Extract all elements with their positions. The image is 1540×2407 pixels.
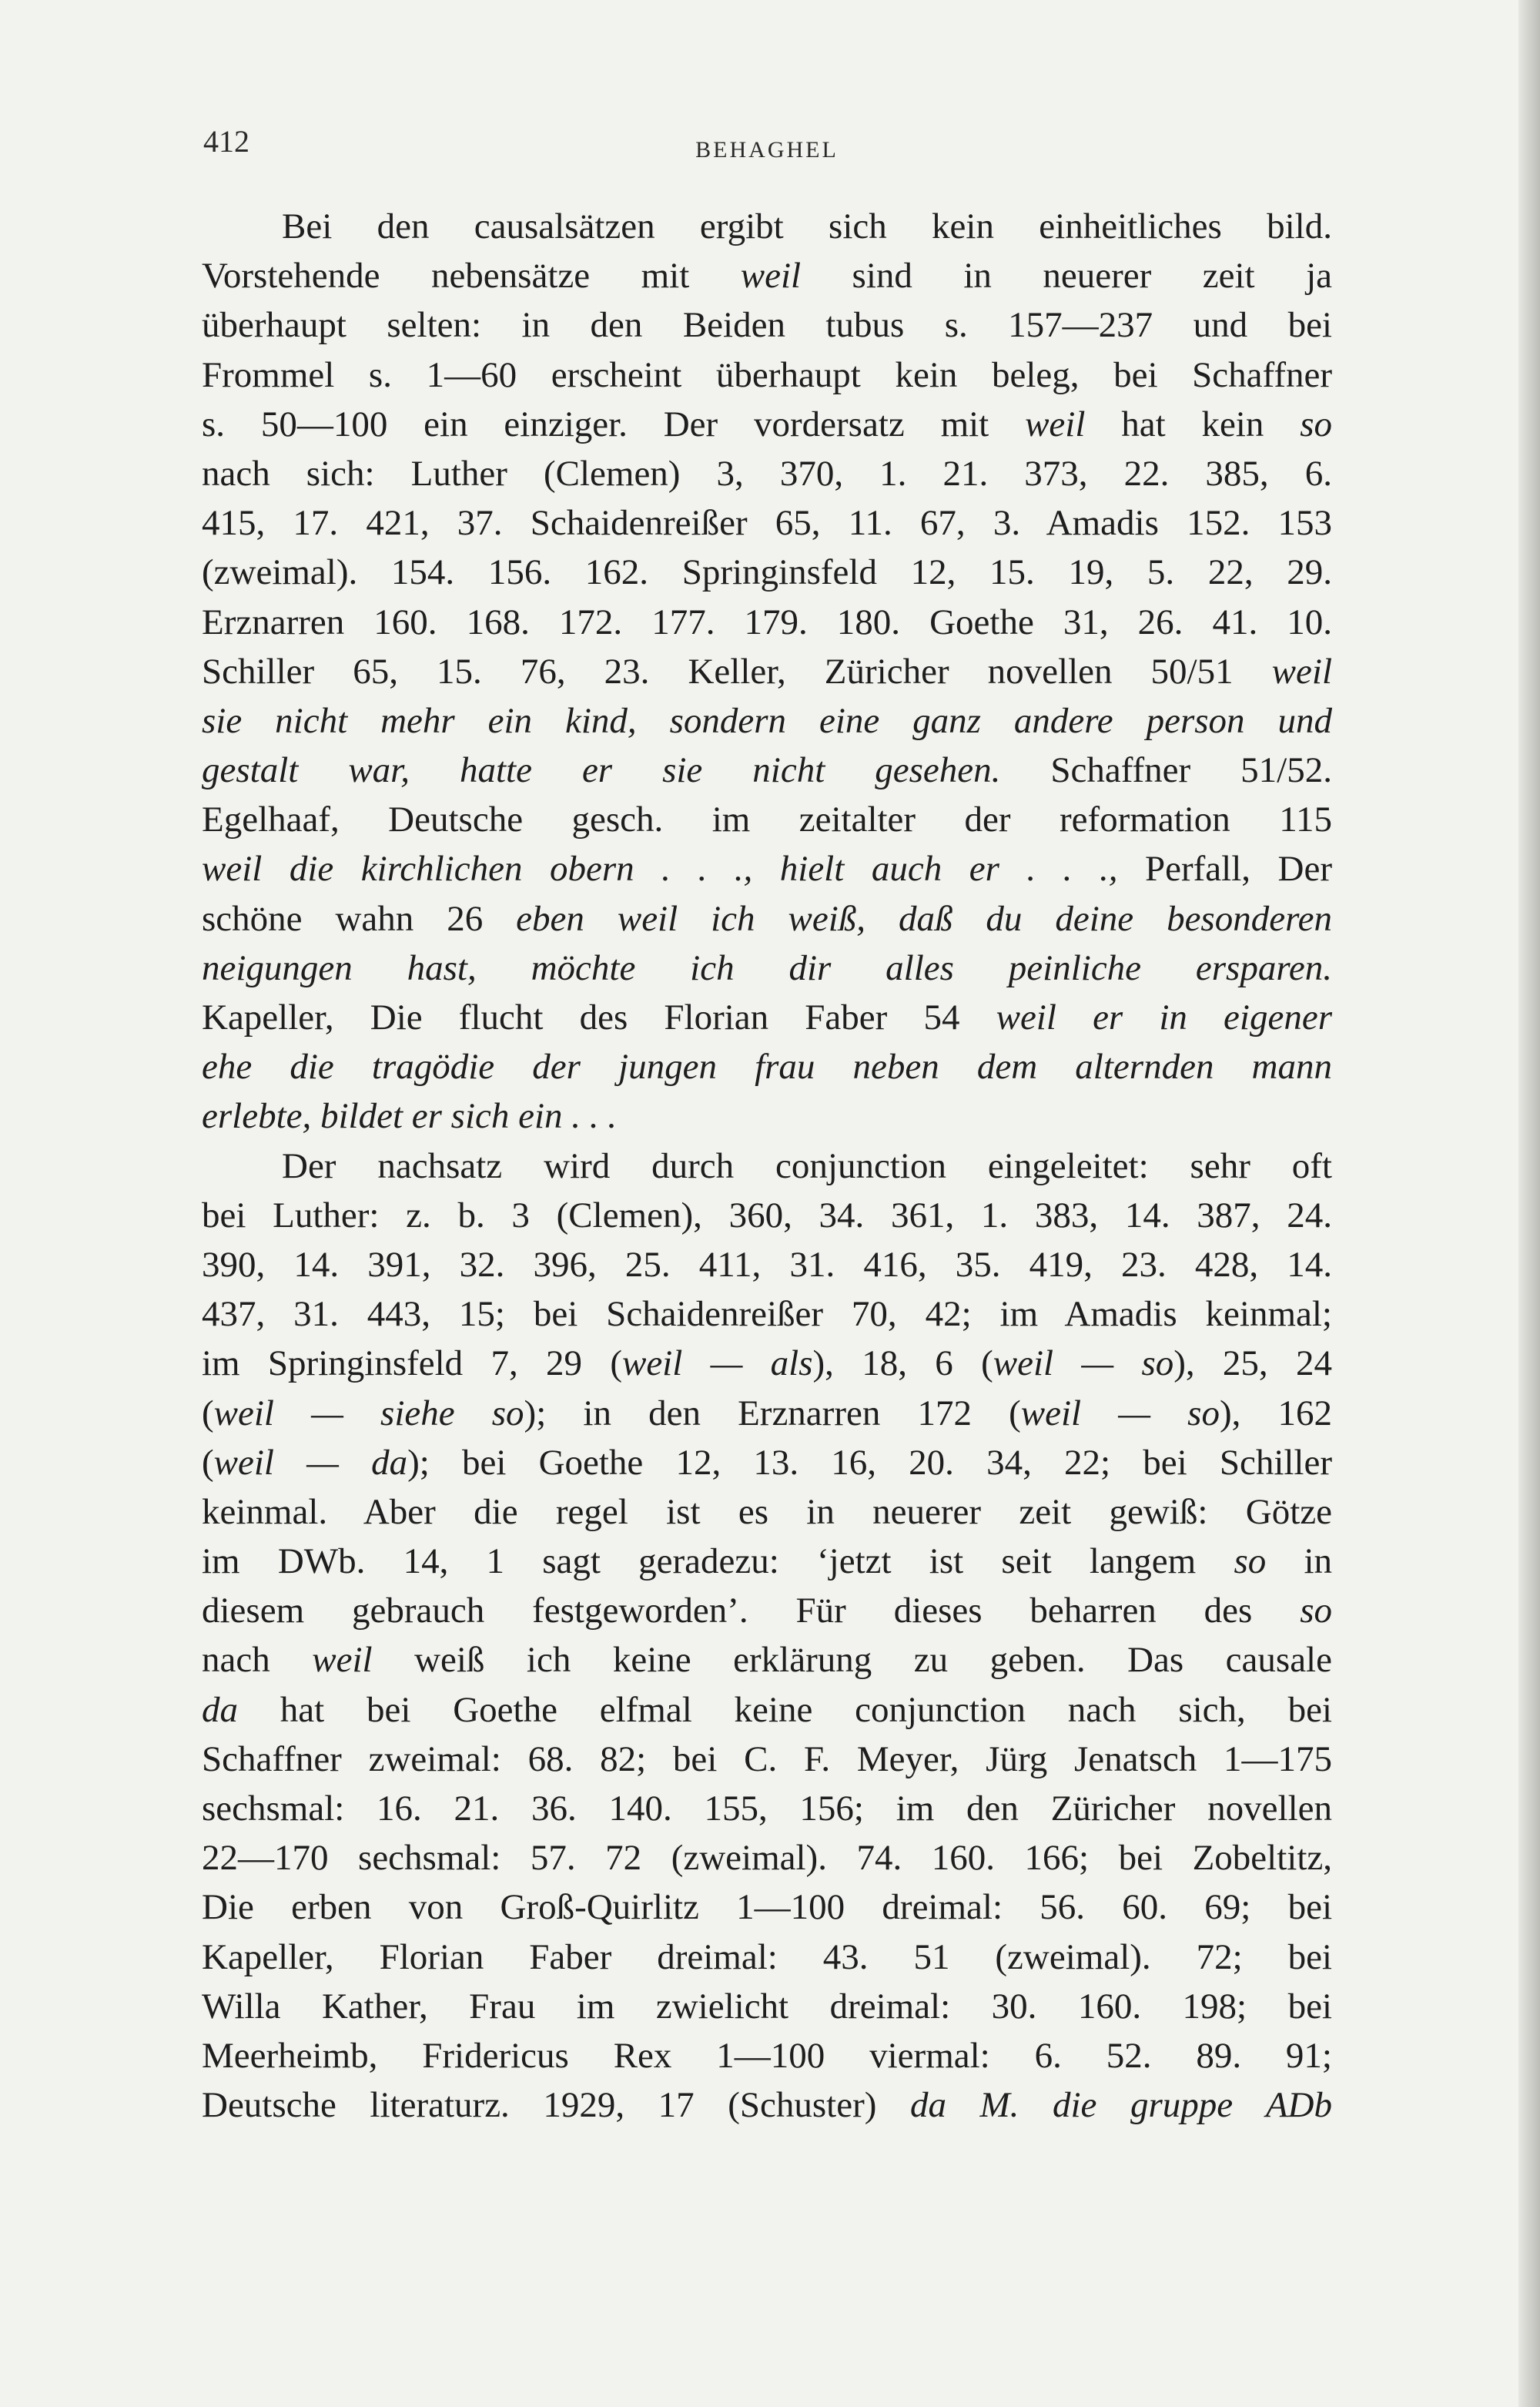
italic-text: so — [1234, 1541, 1267, 1582]
text-segment: 415, 17. 421, 37. Schaidenreißer 65, 11. 67, 3. Amadis 152. 153 — [202, 503, 1332, 544]
text-segment: nach sich: Luther (Clemen) 3, 370, 1. 21. 373, 22. 385, 6. — [202, 453, 1332, 494]
text-segment: (zweimal). 154. 156. 162. Springinsfeld 12, 15. 19, 5. 22, 29. — [202, 552, 1332, 593]
text-segment: keinmal. Aber die regel ist es in neuerer zeit gewiß: Götze — [202, 1491, 1332, 1532]
text-line — [202, 746, 1332, 795]
text-segment: Die erben von Groß-Quirlitz 1—100 dreimal: 56. 60. 69; bei — [202, 1887, 1332, 1928]
italic-text: so — [1300, 404, 1332, 444]
text-line — [202, 598, 1332, 647]
text-line — [202, 1933, 1332, 1982]
text-segment: sechsmal: 16. 21. 36. 140. 155, 156; im den Züricher novellen — [202, 1788, 1332, 1829]
text-line — [202, 1042, 1332, 1091]
text-line — [202, 1784, 1332, 1833]
text-line — [202, 1537, 1332, 1586]
text-segment: Egelhaaf, Deutsche gesch. im zeitalter der reformation 115 — [202, 800, 1332, 840]
text-segment: Schaffner 51/52. — [1000, 750, 1332, 791]
text-segment: in — [1266, 1541, 1333, 1582]
italic-text: weil — als — [621, 1343, 813, 1384]
text-segment: hat bei Goethe elfmal keine conjunction nach sich, bei — [238, 1689, 1332, 1730]
text-line — [202, 1191, 1332, 1240]
italic-text: weil — da — [213, 1442, 408, 1483]
text-segment: Schaffner zweimal: 68. 82; bei C. F. Meyer, Jürg Jenatsch 1—175 — [202, 1738, 1332, 1779]
page-number: 412 — [203, 124, 249, 159]
running-head: BEHAGHEL — [695, 137, 839, 163]
text-line — [202, 1091, 1332, 1141]
text-segment: im Springinsfeld 7, 29 ( — [202, 1343, 622, 1384]
text-segment: bei Luther: z. b. 3 (Clemen), 360, 34. 361, 1. 383, 14. 387, 24. — [202, 1195, 1332, 1235]
text-segment: weiß ich keine erklärung zu geben. Das causale — [372, 1640, 1332, 1681]
text-line — [202, 993, 1332, 1042]
text-line — [202, 548, 1332, 597]
text-segment: Meerheimb, Fridericus Rex 1—100 viermal: 6. 52. 89. 91; — [202, 2035, 1332, 2076]
italic-text: weil — so — [1020, 1393, 1220, 1433]
text-segment: ); bei Goethe 12, 13. 16, 20. 34, 22; bei Schiller — [407, 1442, 1333, 1483]
text-segment: überhaupt selten: in den Beiden tubus s. 157—237 und bei — [202, 305, 1332, 346]
text-segment: nach — [202, 1640, 313, 1681]
text-line — [202, 1685, 1332, 1735]
text-line — [202, 944, 1332, 993]
italic-text: weil — siehe so — [213, 1393, 524, 1433]
text-line — [202, 400, 1332, 449]
text-segment: ), 18, 6 ( — [812, 1343, 993, 1384]
text-segment: ), 162 — [1219, 1393, 1332, 1433]
text-segment: 22—170 sechsmal: 57. 72 (zweimal). 74. 160. 166; bei Zobeltitz, — [202, 1838, 1332, 1879]
text-segment: sind in neuerer zeit ja — [801, 256, 1332, 297]
text-line — [202, 1240, 1332, 1289]
italic-text: gestalt war, hatte er sie nicht gesehen. — [202, 750, 1001, 791]
italic-text: weil — [312, 1640, 373, 1681]
italic-text: weil — [740, 256, 802, 297]
italic-text: weil er in eigener — [996, 997, 1332, 1038]
text-line — [202, 1438, 1332, 1487]
page-header — [203, 123, 1331, 169]
text-segment: 390, 14. 391, 32. 396, 25. 411, 31. 416, 35. 419, 23. 428, 14. — [202, 1244, 1332, 1285]
text-segment: ( — [202, 1393, 214, 1433]
text-line — [202, 1586, 1332, 1635]
italic-text: erlebte, bildet er sich ein . . . — [202, 1096, 618, 1137]
italic-text: weil — [1025, 404, 1086, 444]
text-line — [202, 647, 1332, 696]
text-segment: im DWb. 14, 1 sagt geradezu: ‘jetzt ist seit langem — [202, 1541, 1234, 1582]
text-line — [202, 300, 1332, 350]
text-line — [202, 251, 1332, 300]
text-line — [202, 1735, 1332, 1784]
italic-text: sie nicht mehr ein kind, sondern eine ganz andere person und — [202, 700, 1332, 741]
text-line — [202, 498, 1332, 548]
italic-text: da M. die gruppe ADb — [909, 2085, 1332, 2126]
text-segment: s. 50—100 ein einziger. Der vordersatz mit — [202, 404, 1026, 444]
text-segment: Erznarren 160. 168. 172. 177. 179. 180. Goethe 31, 26. 41. 10. — [202, 602, 1332, 642]
text-segment: ( — [202, 1442, 214, 1483]
text-segment: Deutsche literaturz. 1929, 17 (Schuster) — [202, 2085, 910, 2126]
italic-text: weil — so — [993, 1343, 1174, 1384]
text-segment: Frommel s. 1—60 erscheint überhaupt kein beleg, bei Schaffner — [202, 354, 1332, 395]
italic-text: so — [1300, 1591, 1332, 1631]
text-segment: Kapeller, Florian Faber dreimal: 43. 51 (zweimal). 72; bei — [202, 1936, 1332, 1977]
text-segment: hat kein — [1085, 404, 1301, 444]
text-line — [202, 2080, 1332, 2130]
text-line — [202, 2031, 1332, 2080]
text-segment: 437, 31. 443, 15; bei Schaidenreißer 70, 42; im Amadis keinmal; — [202, 1294, 1332, 1335]
text-line — [202, 795, 1332, 844]
text-segment: Willa Kather, Frau im zwielicht dreimal: 30. 160. 198; bei — [202, 1986, 1332, 2027]
text-line — [202, 1487, 1332, 1537]
body-text — [202, 202, 1332, 2130]
page-margin-edge — [1518, 0, 1540, 2407]
text-segment: ); in den Erznarren 172 ( — [524, 1393, 1021, 1433]
text-line — [202, 1882, 1332, 1932]
text-segment: ), 25, 24 — [1173, 1343, 1332, 1384]
text-line — [202, 1982, 1332, 2031]
italic-text: eben weil ich weiß, daß du deine besonderen — [516, 898, 1332, 939]
text-line — [202, 1833, 1332, 1882]
text-line — [202, 449, 1332, 498]
text-line — [202, 844, 1332, 893]
text-line — [202, 202, 1332, 251]
italic-text: da — [202, 1689, 238, 1730]
text-segment: Schiller 65, 15. 76, 23. Keller, Züricher novellen 50/51 — [202, 651, 1272, 692]
text-line — [202, 350, 1332, 400]
italic-text: ehe die tragödie der jungen frau neben dem alternden mann — [202, 1047, 1332, 1088]
text-line — [202, 1339, 1332, 1388]
text-line — [202, 1289, 1332, 1339]
text-segment: Perfall, Der — [1117, 849, 1333, 890]
italic-text: weil die kirchlichen obern . . ., hielt auch er . . ., — [202, 849, 1118, 890]
text-line — [202, 1635, 1332, 1685]
text-line — [202, 1141, 1332, 1191]
text-segment: Vorstehende nebensätze mit — [202, 256, 741, 297]
text-line — [202, 696, 1332, 746]
text-line — [202, 894, 1332, 944]
text-segment: schöne wahn 26 — [202, 898, 517, 939]
text-line — [202, 1389, 1332, 1438]
text-segment: diesem gebrauch festgeworden’. Für dieses beharren des — [202, 1591, 1301, 1631]
text-segment: Bei den causalsätzen ergibt sich kein einheitliches bild. — [282, 206, 1332, 246]
italic-text: neigungen hast, möchte ich dir alles peinliche ersparen. — [202, 947, 1332, 988]
text-segment: Der nachsatz wird durch conjunction eingeleitet: sehr oft — [282, 1145, 1332, 1186]
text-segment: Kapeller, Die flucht des Florian Faber 54 — [202, 997, 996, 1038]
italic-text: weil — [1271, 651, 1332, 692]
